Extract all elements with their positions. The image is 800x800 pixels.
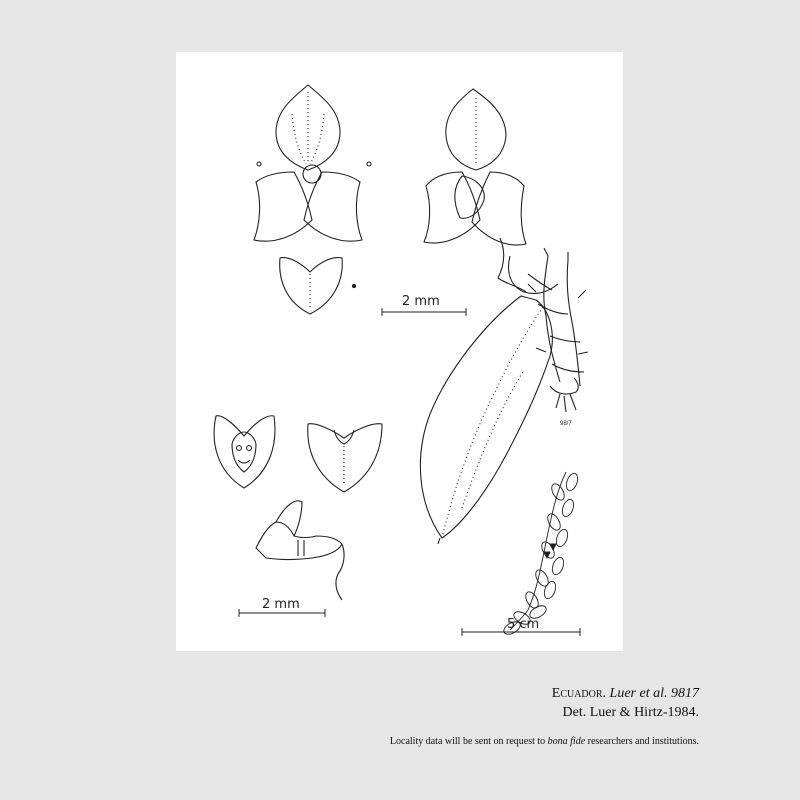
lip-back-view	[308, 424, 382, 492]
stem-hairy	[528, 248, 588, 412]
botanical-plate	[176, 52, 623, 651]
orchid-illustration	[176, 52, 623, 651]
artist-mark: 98/7	[560, 421, 572, 427]
scale-label-top: 2 mm	[402, 294, 440, 309]
flower-front-view	[254, 85, 371, 241]
leaf	[420, 296, 552, 544]
country-label: Ecuador.	[551, 686, 607, 701]
plant-habit	[502, 472, 580, 637]
flower-side-view	[424, 89, 558, 294]
locality-suffix: researchers and institutions.	[587, 736, 699, 747]
locality-emph: bona fide	[547, 736, 586, 747]
column-side-view	[256, 501, 344, 600]
petal-detail	[280, 258, 356, 314]
lip-front-view	[214, 416, 275, 488]
scale-bar-top	[382, 308, 466, 316]
locality-prefix: Locality data will be sent on request to	[389, 736, 546, 747]
scale-label-bottom-right: 5 cm	[507, 617, 540, 632]
locality-note	[390, 736, 699, 747]
scale-label-bottom-left: 2 mm	[262, 597, 300, 612]
collector-label: Luer et al. 9817	[609, 686, 699, 701]
determination-label: Det. Luer & Hirtz-1984.	[562, 705, 699, 720]
specimen-caption	[552, 686, 699, 702]
